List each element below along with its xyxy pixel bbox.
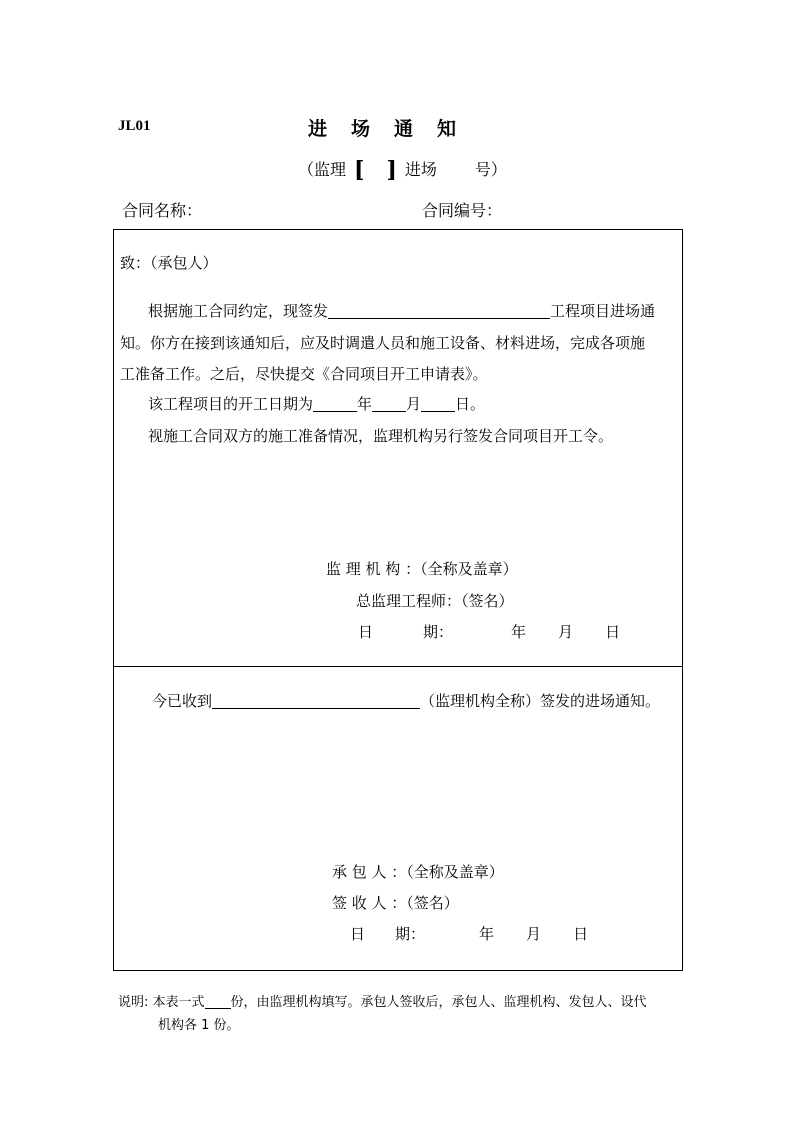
notice-paragraph-1-line-3: 工准备工作。之后，尽快提交《合同项目开工申请表》。: [120, 365, 488, 383]
supervisor-org-label: 监 理 机 构 ：（全称及盖章）: [326, 560, 518, 578]
footer-note-line-2: 机构各 1 份。: [158, 1018, 240, 1033]
start-day-blank[interactable]: [421, 396, 455, 412]
form-subtitle: [298, 155, 507, 181]
section-divider: [114, 666, 682, 667]
contract-name-label: 合同名称：: [122, 201, 203, 220]
notice-paragraph-1-line-2: 知。你方在接到该通知后，应及时调遣人员和施工设备、材料进场，完成各项施: [120, 334, 646, 352]
bracket-close: ]: [386, 157, 397, 183]
start-year-blank[interactable]: [313, 396, 357, 412]
contract-no-label: 合同编号：: [422, 201, 503, 220]
subtitle-mid: 进场: [404, 160, 437, 179]
receipt-statement: 今已收到 （监理机构全称）签发的进场通知。: [152, 692, 661, 710]
receipt-date-line: 日 期： 年 月 日: [350, 925, 589, 943]
notice-date-line: 日 期： 年 月 日: [358, 623, 621, 641]
subtitle-prefix: （监理: [298, 160, 347, 179]
receiver-label: 签 收 人 ：（签名）: [332, 894, 459, 912]
form-code: JL01: [118, 118, 151, 134]
supervisor-name-blank[interactable]: [212, 693, 420, 709]
start-date-line: 该工程项目的开工日期为 年 月 日。: [148, 395, 486, 413]
form-box: [113, 229, 683, 971]
copies-blank[interactable]: [205, 995, 231, 1009]
form-title: 进场通知: [308, 118, 481, 140]
bracket-open: [: [354, 157, 365, 183]
chief-engineer-label: 总监理工程师：（签名）: [356, 592, 514, 610]
notice-paragraph-3: 视施工合同双方的施工准备情况，监理机构另行签发合同项目开工令。: [148, 427, 614, 445]
contractor-label: 承 包 人 ：（全称及盖章）: [332, 863, 504, 881]
start-month-blank[interactable]: [372, 396, 406, 412]
project-name-blank[interactable]: [328, 303, 550, 319]
subtitle-end: 号）: [474, 160, 507, 179]
footer-note: 说明: 本表一式 份，由监理机构填写。承包人签收后，承包人、监理机构、发包人、设代: [118, 995, 647, 1010]
addressee: 致：（承包人）: [120, 254, 218, 272]
notice-paragraph-1-line-1: 根据施工合同约定，现签发 工程项目进场通: [148, 302, 656, 320]
